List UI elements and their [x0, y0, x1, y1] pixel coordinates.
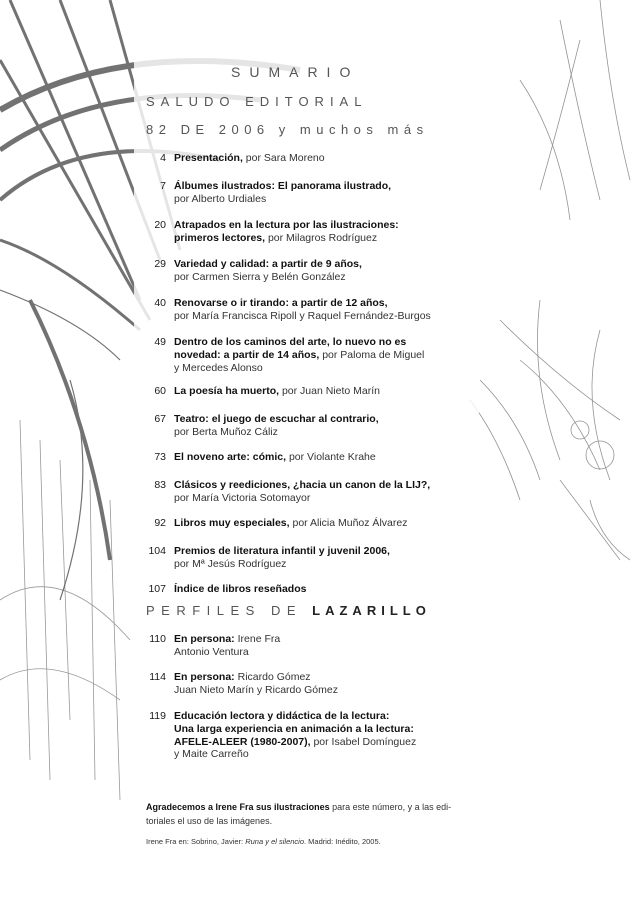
toc-line: [174, 451, 474, 464]
toc-entry-text: [174, 583, 474, 596]
toc-author: Irene Fra: [234, 633, 281, 645]
toc-line: [174, 310, 474, 323]
toc-article-title: En persona:: [174, 633, 235, 645]
toc-author: por Isabel Domínguez: [310, 735, 417, 748]
toc-article-title: Premios de literatura infantil y juvenil 2006,: [174, 545, 390, 557]
toc-page-number: 83: [154, 479, 166, 491]
toc-line: [174, 362, 474, 375]
toc-line: [174, 152, 474, 165]
toc-line: [174, 723, 474, 736]
toc-author: por Mª Jesús Rodríguez: [174, 557, 287, 570]
toc-page-number: 40: [154, 297, 166, 309]
toc-line: [174, 180, 474, 193]
toc-page-number: 110: [149, 633, 166, 645]
toc-page-number: 7: [160, 180, 166, 192]
toc-author: por Juan Nieto Marín: [279, 385, 380, 397]
toc-line: [174, 684, 474, 697]
perfiles-label: PERFILES DE: [146, 603, 303, 618]
toc-line: [174, 219, 474, 232]
toc-line: [174, 583, 474, 596]
toc-line: [174, 385, 474, 398]
toc-page-number: 49: [154, 336, 166, 348]
toc-page-number: 104: [148, 545, 166, 557]
toc-entry-text: [174, 413, 474, 439]
toc-author: por Milagros Rodríguez: [265, 231, 378, 244]
perfiles-name: LAZARILLO: [312, 603, 431, 618]
toc-line: [174, 336, 474, 349]
toc-line: [174, 671, 474, 684]
toc-article-title: Libros muy especiales,: [174, 517, 290, 529]
toc-page-number: 92: [154, 517, 166, 529]
toc-author: Juan Nieto Marín y Ricardo Gómez: [174, 683, 338, 696]
toc-entry-text: [174, 545, 474, 571]
toc-line: [174, 297, 474, 310]
toc-page-number: 67: [154, 413, 166, 425]
toc-article-title: Teatro: el juego de escuchar al contrario,: [174, 413, 379, 425]
toc-line: [174, 736, 474, 749]
toc-line: [174, 710, 474, 723]
editorial-subtitle: 82 DE 2006 y muchos más: [146, 122, 429, 137]
acknowledgement-rest: para este número, y a las edi- toriales el uso de las imágenes.: [146, 802, 452, 826]
toc-entry-text: [174, 633, 474, 659]
toc-entry-text: [174, 479, 474, 505]
toc-author: por Sara Moreno: [242, 152, 325, 164]
toc-entry-text: [174, 219, 474, 245]
page-title: SUMARIO: [231, 64, 360, 80]
toc-article-title: La poesía ha muerto,: [174, 385, 280, 397]
toc-article-title: Educación lectora y didáctica de la lectura:: [174, 710, 390, 722]
toc-entry-text: [174, 517, 474, 530]
toc-author: Antonio Ventura: [174, 645, 249, 658]
toc-entry-text: [174, 152, 474, 165]
toc-line: [174, 633, 474, 646]
toc-page-number: 119: [149, 710, 166, 722]
toc-entry-text: [174, 297, 474, 323]
toc-author: por Carmen Sierra y Belén González: [174, 270, 346, 283]
credit-title: Runa y el silencio: [245, 837, 304, 846]
toc-line: [174, 426, 474, 439]
toc-article-title: El noveno arte: cómic,: [174, 451, 287, 463]
toc-author: por Alberto Urdiales: [174, 192, 267, 205]
toc-article-title: Clásicos y reediciones, ¿hacia un canon de la LIJ?,: [174, 479, 431, 491]
toc-author: y Maite Carreño: [174, 748, 249, 761]
toc-line: [174, 748, 474, 761]
toc-page-number: 4: [160, 152, 166, 164]
toc-author: por María Victoria Sotomayor: [174, 491, 311, 504]
acknowledgement-bold: Agradecemos a Irene Fra sus ilustraciones: [146, 802, 330, 812]
toc-line: [174, 349, 474, 362]
toc-article-title: En persona:: [174, 671, 235, 683]
toc-author: por Violante Krahe: [286, 451, 376, 463]
toc-line: [174, 271, 474, 284]
toc-author: por Alicia Muñoz Álvarez: [289, 517, 408, 529]
toc-article-title: AFELE-ALEER (1980-2007),: [174, 735, 311, 748]
toc-entry-text: [174, 710, 474, 761]
toc-author: por Berta Muñoz Cáliz: [174, 425, 278, 438]
toc-entry-text: [174, 180, 474, 206]
toc-article-title: Índice de libros reseñados: [174, 583, 307, 595]
toc-line: [174, 413, 474, 426]
toc-entry-text: [174, 451, 474, 464]
toc-page-number: 20: [154, 219, 166, 231]
toc-author: y Mercedes Alonso: [174, 361, 263, 374]
image-credit: [146, 837, 476, 846]
toc-author: por María Francisca Ripoll y Raquel Fernández-Burgos: [174, 309, 431, 322]
section-title-perfiles: [146, 603, 431, 618]
toc-line: [174, 646, 474, 659]
toc-line: [174, 193, 474, 206]
toc-article-title: Atrapados en la lectura por las ilustraciones:: [174, 219, 399, 231]
toc-page-number: 114: [149, 671, 166, 683]
toc-article-title: Presentación,: [174, 152, 243, 164]
toc-line: [174, 545, 474, 558]
toc-entry-text: [174, 385, 474, 398]
toc-line: [174, 558, 474, 571]
toc-article-title: Dentro de los caminos del arte, lo nuevo no es: [174, 336, 407, 348]
credit-prefix: Irene Fra en: Sobrino, Javier:: [146, 837, 246, 846]
toc-article-title: novedad: a partir de 14 años,: [174, 348, 320, 361]
toc-article-title: Álbumes ilustrados: El panorama ilustrado,: [174, 180, 392, 192]
acknowledgement: [146, 800, 476, 828]
toc-line: [174, 232, 474, 245]
toc-line: [174, 492, 474, 505]
toc-author: por Paloma de Miguel: [319, 348, 425, 361]
toc-article-title: Una larga experiencia en animación a la lectura:: [174, 722, 414, 735]
toc-entry-text: [174, 258, 474, 284]
toc-page-number: 29: [154, 258, 166, 270]
toc-article-title: Renovarse o ir tirando: a partir de 12 años,: [174, 297, 388, 309]
toc-line: [174, 258, 474, 271]
credit-suffix: . Madrid: Inédito, 2005.: [304, 837, 381, 846]
toc-article-title: primeros lectores,: [174, 231, 266, 244]
toc-author: Ricardo Gómez: [234, 671, 311, 683]
toc-entry-text: [174, 336, 474, 374]
toc-line: [174, 517, 474, 530]
toc-entry-text: [174, 671, 474, 697]
toc-page-number: 107: [148, 583, 166, 595]
section-title-saludo: SALUDO EDITORIAL: [146, 94, 368, 109]
toc-page-number: 73: [154, 451, 166, 463]
toc-line: [174, 479, 474, 492]
toc-page-number: 60: [154, 385, 166, 397]
toc-article-title: Variedad y calidad: a partir de 9 años,: [174, 258, 362, 270]
